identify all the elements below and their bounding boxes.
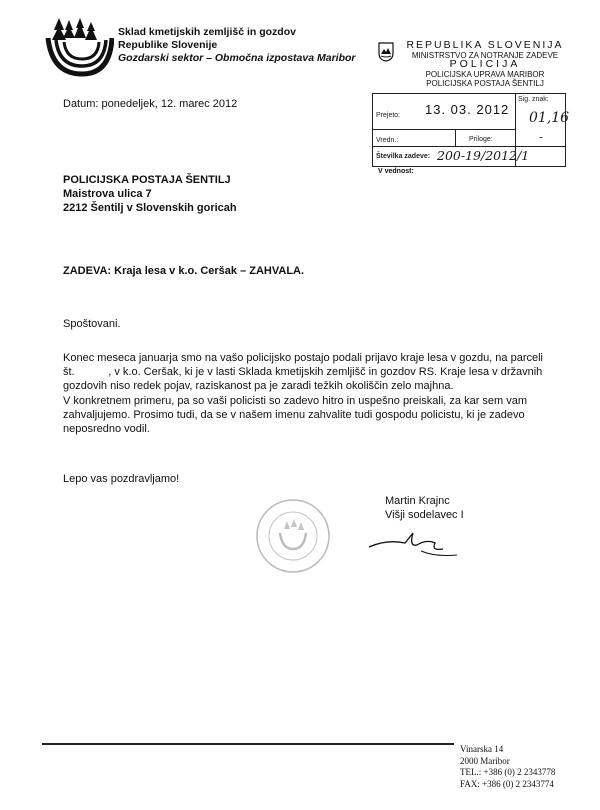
recipient-line-1: POLICIJSKA POSTAJA ŠENTILJ <box>63 174 231 186</box>
footer-divider <box>42 743 454 745</box>
prejeto-label: Prejeto: <box>376 112 401 119</box>
letter-subject: ZADEVA: Kraja lesa v k.o. Ceršak – ZAHVALA. <box>63 265 305 277</box>
recipient-line-2: Maistrova ulica 7 <box>63 188 152 200</box>
footer-city: 2000 Maribor <box>460 755 510 766</box>
footer-address <box>460 744 555 790</box>
letter-body <box>63 351 553 436</box>
stevilka-label: Številka zadeve: <box>376 153 431 160</box>
org-line-3: Gozdarski sektor – Območna izpostava Maribor <box>118 52 356 64</box>
org-line-1: Sklad kmetijskih zemljišč in gozdov <box>118 26 296 38</box>
footer-tel: TEL.: +386 (0) 2 2343778 <box>460 767 556 777</box>
organization-name <box>118 26 356 65</box>
handwritten-signature <box>365 525 465 561</box>
prejeto-value: 13. 03. 2012 <box>425 102 510 117</box>
forest-logo-icon <box>42 18 114 80</box>
police-header-line-5: POLICIJSKA POSTAJA ŠENTILJ <box>426 79 544 88</box>
letter-greeting: Spoštovani. <box>63 318 121 330</box>
round-seal-icon <box>254 497 332 575</box>
body-paragraph-2: V konkretnem primeru, pa so vaši policisti so zadevo hitro in uspešno preiskali, za kar sem vam zahvaljujemo. Prosimo tudi, da se v našem imenu zahvalite tudi gospodu policistu, ki je zadevo neposredno vodil. <box>63 394 528 436</box>
recipient-address <box>63 173 237 215</box>
priloge-label: Priloge: <box>469 136 493 143</box>
police-header <box>400 41 570 89</box>
police-header-line-3: POLICIJA <box>449 58 521 70</box>
police-header-line-1: REPUBLIKA SLOVENIJA <box>406 39 564 51</box>
vednost-label: V vednost: <box>378 168 414 175</box>
sig-znak-value: 01,16 <box>529 110 570 126</box>
footer-fax: FAX: +386 (0) 2 2343774 <box>460 778 554 789</box>
body-paragraph-1: Konec meseca januarja smo na vašo policijsko postajo podali prijavo kraje lesa v gozdu, na parceli št. , v k.o. Ceršak, ki je v lasti Sklada kmetijskih zemljišč in gozdov RS. Kraje lesa v državnih gozdovih niso redek pojav, raziskanost pa je zaradi težkih okoliščin zelo majhna. <box>63 352 547 393</box>
priloge-value: - <box>539 130 544 144</box>
letter-date: Datum: ponedeljek, 12. marec 2012 <box>63 98 238 110</box>
signatory-name: Martin Krajnc <box>385 495 450 507</box>
police-header-line-2: MINISTRSTVO ZA NOTRANJE ZADEVE <box>411 50 559 60</box>
signatory-title: Višji sodelavec I <box>385 509 464 521</box>
letter-closing: Lepo vas pozdravljamo! <box>63 473 180 485</box>
coat-of-arms-icon <box>378 42 394 62</box>
stevilka-value: 200-19/2012/1 <box>437 148 530 163</box>
received-stamp <box>372 93 570 167</box>
footer-street: Vinarska 14 <box>460 744 504 754</box>
org-line-2: Republike Slovenije <box>118 39 218 51</box>
sig-znak-label: Sig. znak: <box>518 96 549 103</box>
police-header-line-4: POLICIJSKA UPRAVA MARIBOR <box>425 69 545 79</box>
signatory <box>385 494 464 522</box>
vredn-label: Vredn.: <box>376 137 399 144</box>
recipient-line-3: 2212 Šentilj v Slovenskih goricah <box>63 202 237 214</box>
